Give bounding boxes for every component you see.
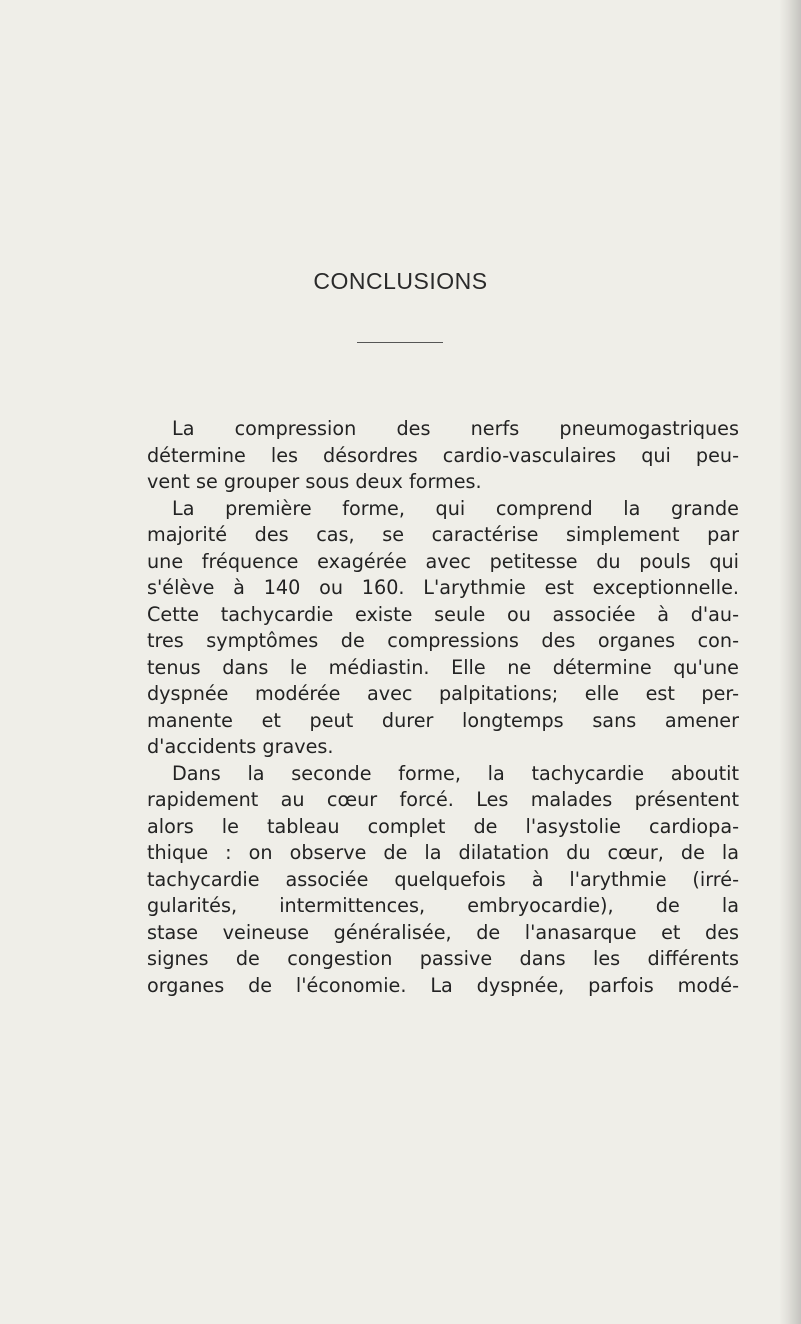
text-line: La compression des nerfs pneumogastriques [172, 417, 739, 440]
text-line: gularités, intermittences, embryocardie), de la [147, 894, 739, 917]
text-line: rapidement au cœur forcé. Les malades présentent [147, 788, 739, 811]
text-line: vent se grouper sous deux formes. [147, 470, 482, 493]
text-line: alors le tableau complet de l'asystolie cardiopa- [147, 814, 739, 838]
heading-rule [357, 342, 443, 343]
text-line: Cette tachycardie existe seule ou associée à d'au- [147, 602, 739, 626]
text-line: tres symptômes de compressions des organes con- [147, 629, 739, 652]
text-line: détermine les désordres cardio-vasculaires qui peu- [147, 443, 739, 467]
text-line: stase veineuse généralisée, de l'anasarque et des [147, 920, 739, 944]
page-edge-shadow [779, 0, 801, 1324]
text-line: Dans la seconde forme, la tachycardie aboutit [172, 761, 739, 785]
text-line: dyspnée modérée avec palpitations; elle est per- [147, 682, 739, 705]
text-line: une fréquence exagérée avec petitesse du pouls qui [147, 549, 739, 573]
text-line: tenus dans le médiastin. Elle ne détermine qu'une [147, 655, 739, 679]
text-line: majorité des cas, se caractérise simplement par [147, 523, 739, 546]
text-line: manente et peut durer longtemps sans amener [147, 708, 739, 732]
text-line: s'élève à 140 ou 160. L'arythmie est exceptionnelle. [147, 576, 739, 599]
text-line: signes de congestion passive dans les différents [147, 947, 739, 970]
text-line: organes de l'économie. La dyspnée, parfois modé- [147, 973, 739, 997]
text-line: d'accidents graves. [147, 735, 334, 758]
body-text [147, 416, 739, 999]
text-line: thique : on observe de la dilatation du cœur, de la [147, 841, 739, 864]
text-line: tachycardie associée quelquefois à l'arythmie (irré- [147, 867, 739, 891]
chapter-heading: CONCLUSIONS [313, 268, 488, 294]
text-line: La première forme, qui comprend la grande [172, 496, 739, 520]
